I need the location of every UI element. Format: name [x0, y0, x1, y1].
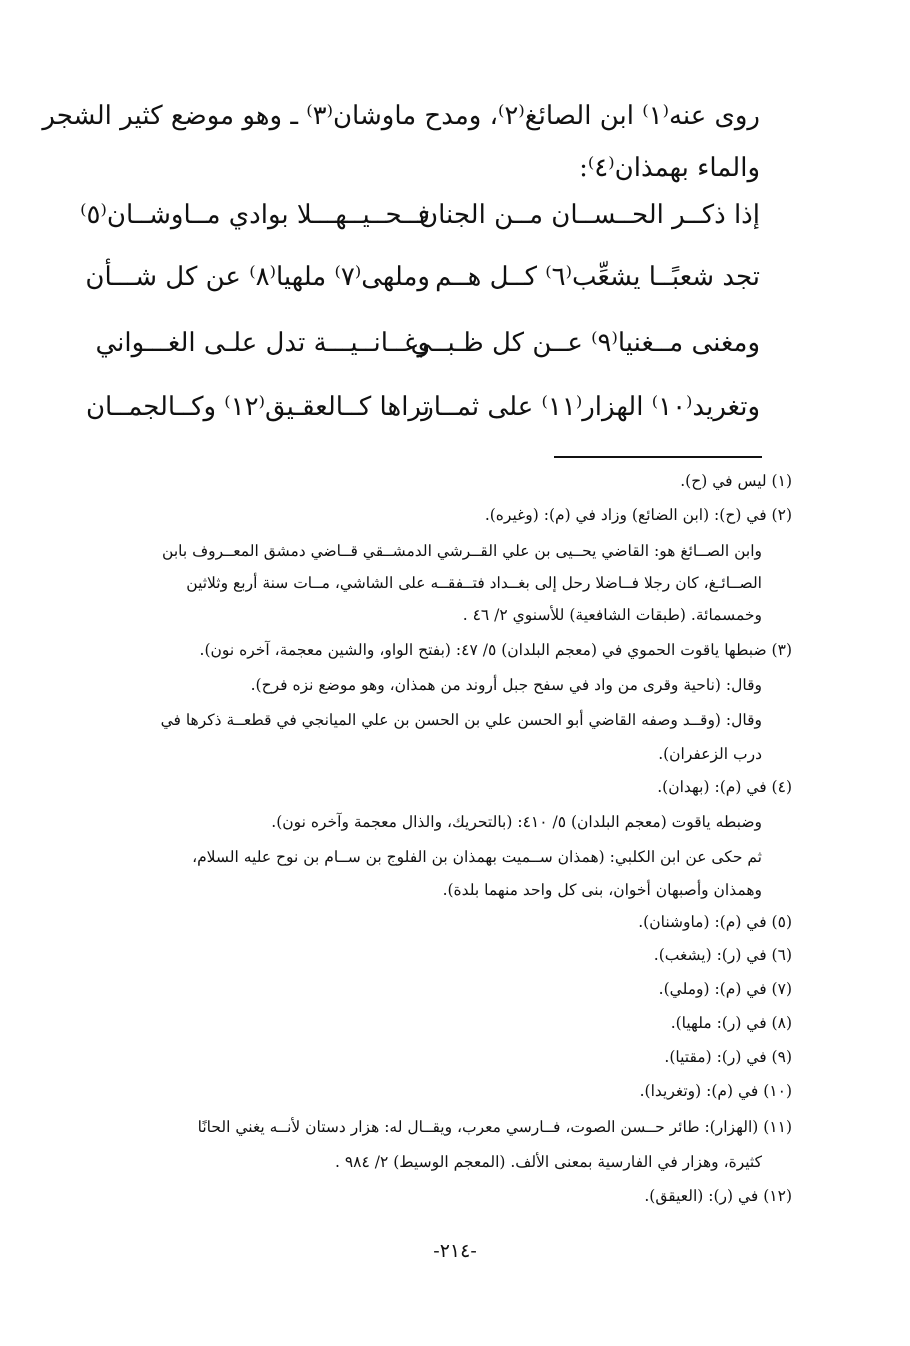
verse-2 [85, 262, 760, 312]
verse-1 [80, 200, 760, 250]
footnote-7: (٧) في (م): (وملي). [658, 980, 792, 998]
verse-3-second-hemistich: وغــانــيـــة تدل علـى الغـــواني [95, 328, 430, 358]
footnote-2-cont-2: الصــائـغ، كان رجلا فــاضلا رحل إلى بغــداد فتــفقــه على الشاشي، مــات سنة أربع وثلاثين [186, 574, 762, 592]
footnote-8: (٨) في (ر): ملهيا). [670, 1014, 792, 1032]
verse-2-first-hemistich: تجد شعبًــا يشعِّب⁽٦⁾ كــل هــم [435, 262, 760, 292]
page-number: -٢١٤- [433, 1240, 477, 1262]
footnote-3: (٣) ضبطها ياقوت الحموي في (معجم البلدان) ٥/ ٤٧: (بفتح الواو، والشين معجمة، آخره نون). [199, 641, 792, 659]
footnote-5: (٥) في (م): (ماوشنان). [638, 913, 792, 931]
verse-2-second-hemistich: وملهى⁽٧⁾ ملهيا⁽٨⁾ عن كل شـــأن [85, 262, 430, 292]
verse-4 [85, 392, 760, 442]
footnote-2-cont-1: وابن الصــائغ هو: القاضي يحــيى بن علي القــرشي الدمشــقي قــاضي دمشق المعــروف بابن [162, 542, 762, 560]
footnote-1: (١) ليس في (ح). [680, 472, 792, 490]
footnote-11-cont-1: كثيرة، وهزار في الفارسية بمعنى الألف. (المعجم الوسيط) ٢/ ٩٨٤ . [334, 1153, 762, 1171]
footnote-separator [554, 456, 762, 458]
footnote-3-cont-3: درب الزعفران). [658, 745, 762, 763]
footnote-9: (٩) في (ر): (مقتيا). [664, 1048, 792, 1066]
verse-4-first-hemistich: وتغريد⁽١٠⁾ الهزار⁽١١⁾ على ثمــار [421, 392, 760, 422]
verse-1-first-hemistich: إذا ذكــر الحــســان مــن الجنان [419, 200, 760, 230]
footnote-2-cont-3: وخمسمائة. (طبقات الشافعية) للأسنوي ٢/ ٤٦ . [462, 606, 762, 624]
footnote-4-cont-3: وهمذان وأصبهان أخوان، بنى كل واحد منهما بلدة). [442, 881, 762, 899]
footnote-4-cont-1: وضبطه ياقوت (معجم البلدان) ٥/ ٤١٠: (بالتحريك، والذال معجمة وآخره نون). [271, 813, 762, 831]
footnote-3-cont-1: وقال: (ناحية وقرى من واد في سفح جبل أروند من همذان، وهو موضع نزه فرح). [250, 676, 762, 694]
footnote-6: (٦) في (ر): (يشغب). [653, 946, 792, 964]
verse-3-first-hemistich: ومغنى مــغنيا⁽٩⁾ عــن كل ظـبــي [410, 328, 760, 358]
verse-4-second-hemistich: تراها كــالعقـيق⁽١٢⁾ وكــالجمــان [85, 392, 430, 422]
footnote-11: (١١) (الهزار): طائر حــسن الصوت، فــارسي معرب، ويقــال له: هزار دستان لأنــه يغني الحانًا [197, 1118, 792, 1136]
footnote-3-cont-2: وقال: (وقــد وصفه القاضي أبو الحسن علي بن الحسن بن علي الميانجي في قطعــة ذكرها في [160, 711, 762, 729]
footnote-4: (٤) في (م): (بهدان). [657, 778, 792, 796]
verse-3 [95, 328, 760, 378]
footnote-2: (٢) في (ح): (ابن الضائع) وزاد في (م): (وغيره). [484, 506, 792, 524]
intro-line-2: والماء بهمذان⁽٤⁾: [579, 153, 760, 183]
verse-1-second-hemistich: فــحــيــهـــلا بوادي مــاوشــان⁽٥⁾ [80, 200, 430, 230]
footnote-10: (١٠) في (م): (وتغريدا). [639, 1082, 792, 1100]
intro-line-1: روى عنه⁽١⁾ ابن الصائغ⁽٢⁾، ومدح ماوشان⁽٣⁾ ـ وهو موضع كثير الشجر [42, 101, 760, 131]
footnote-4-cont-2: ثم حكى عن ابن الكلبي: (همذان ســميت بهمذان بن الفلوج بن ســام بن نوح عليه السلام، [192, 848, 762, 866]
footnote-12: (١٢) في (ر): (العيقق). [644, 1187, 792, 1205]
